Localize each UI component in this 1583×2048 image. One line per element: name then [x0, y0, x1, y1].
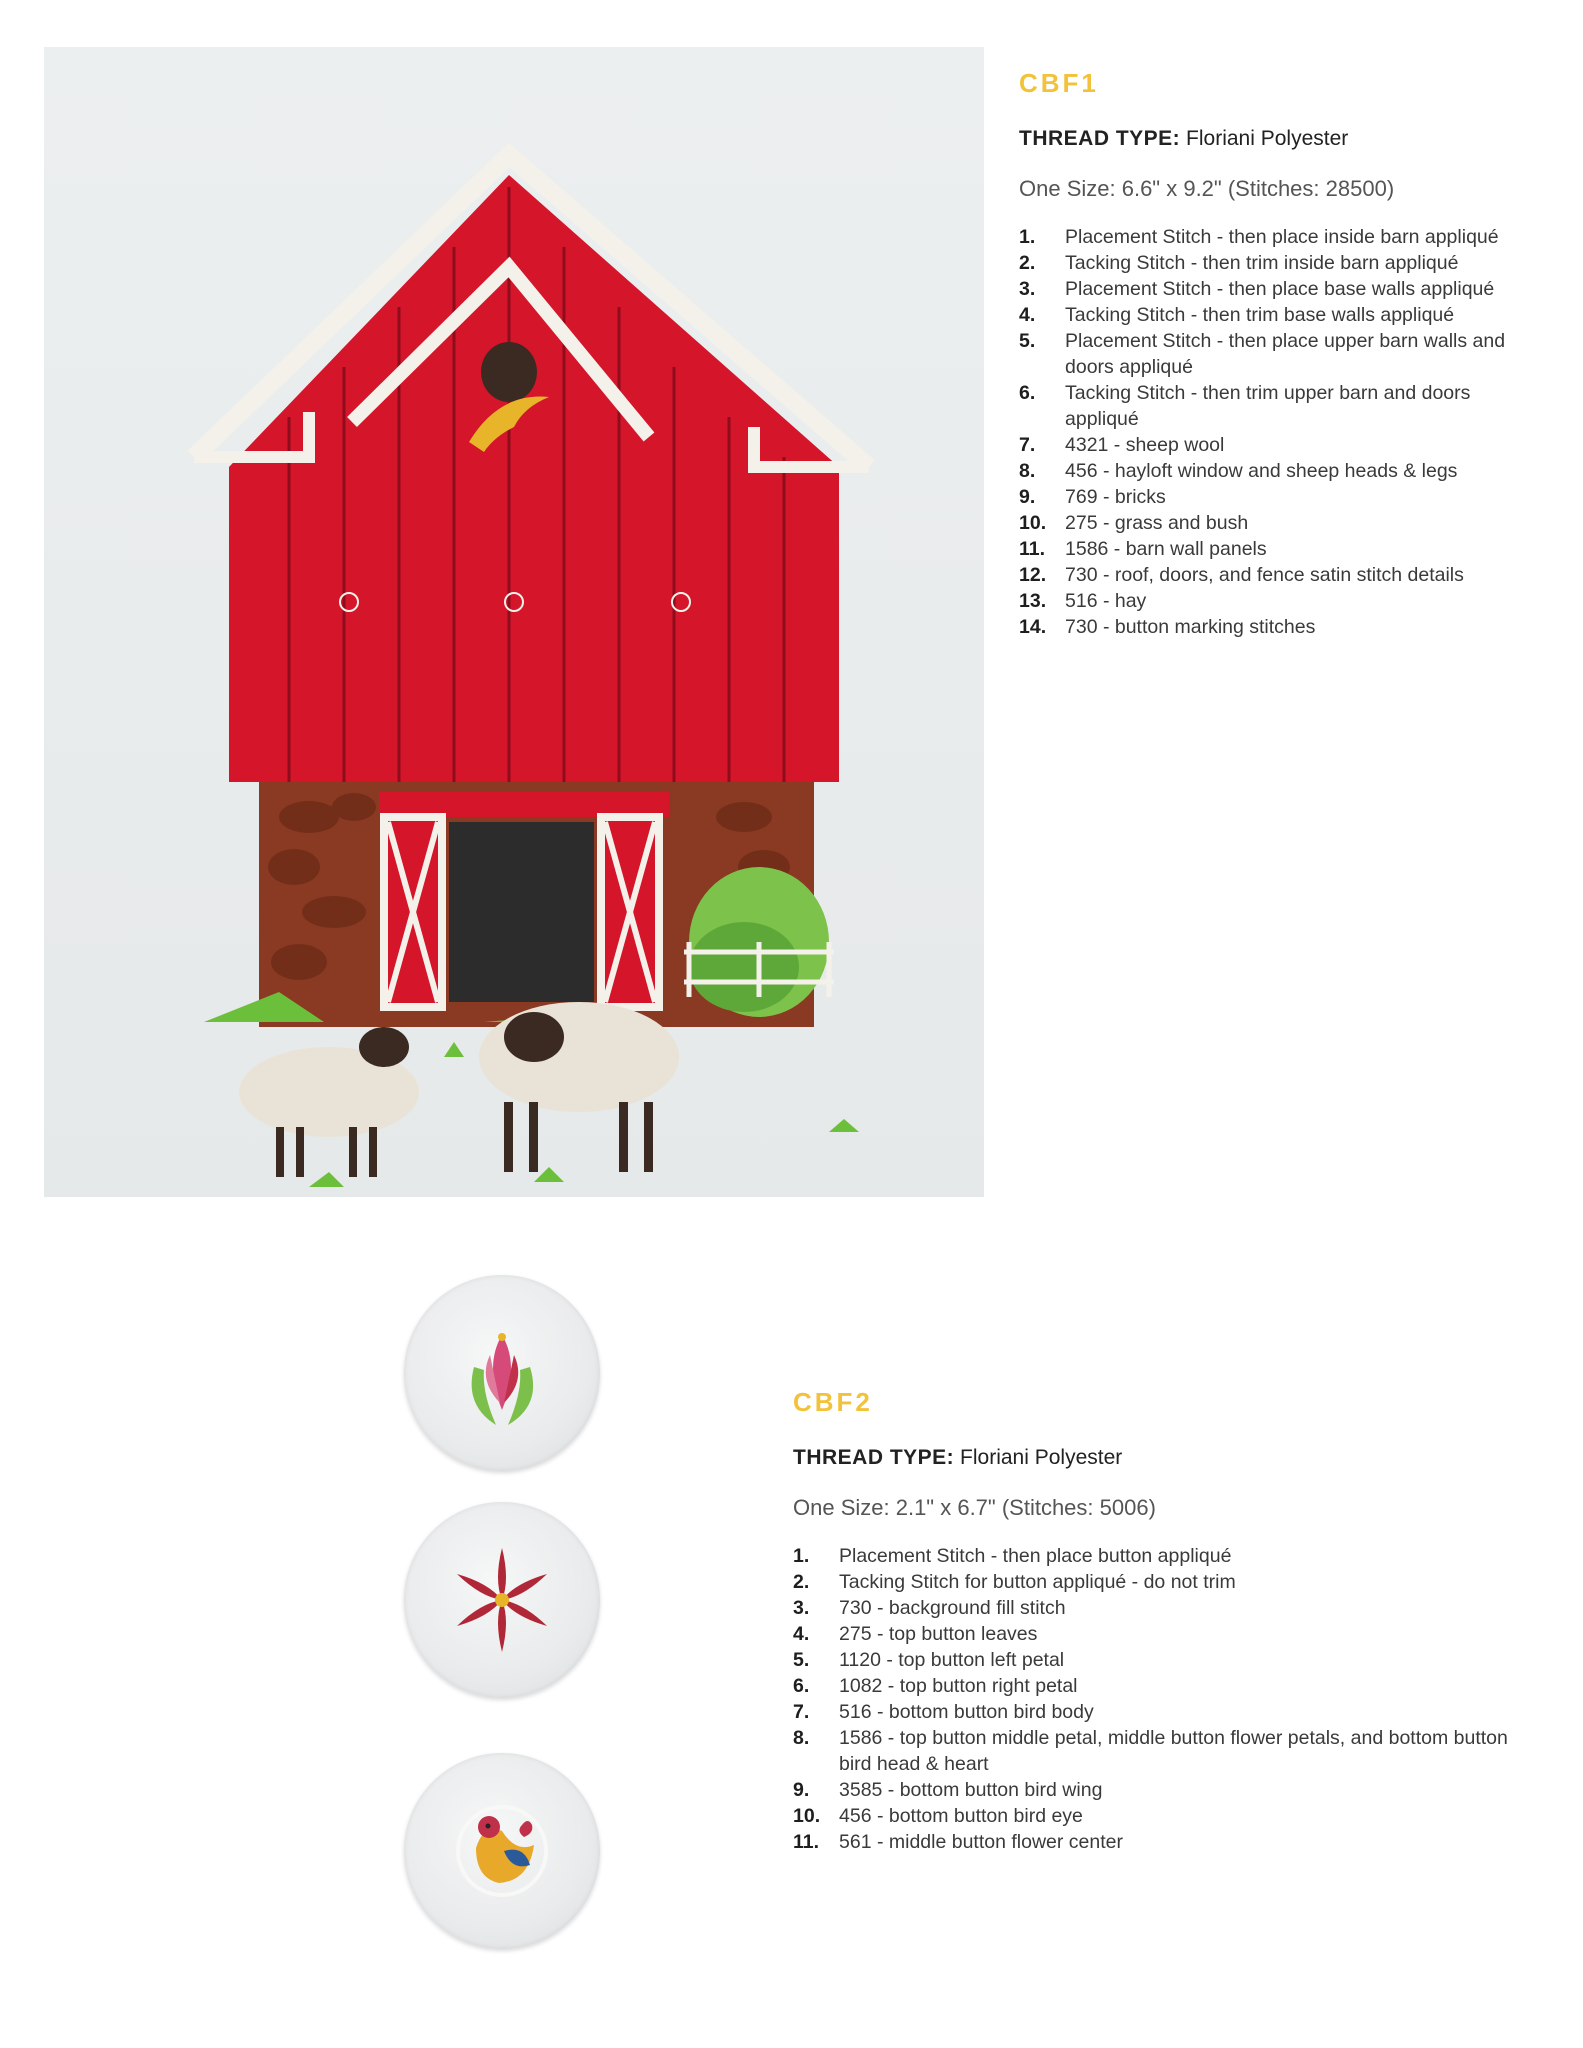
- design-code: CBF1: [1019, 68, 1099, 98]
- design-size: One Size: 6.6" x 9.2" (Stitches: 28500): [1019, 176, 1395, 201]
- step-number: 10.: [1019, 512, 1047, 534]
- stitch-step: [793, 1725, 1513, 1777]
- step-text: 730 - background fill stitch: [839, 1597, 1066, 1619]
- stitch-step: [1019, 302, 1539, 328]
- step-number: 13.: [1019, 590, 1047, 612]
- step-text: Placement Stitch - then place inside barn appliqué: [1065, 226, 1499, 248]
- step-number: 9.: [1019, 486, 1036, 508]
- thread-type-label: THREAD TYPE:: [793, 1446, 955, 1469]
- step-number: 2.: [1019, 252, 1036, 274]
- step-text: Tacking Stitch - then trim base walls appliqué: [1065, 304, 1455, 326]
- stitch-step: [1019, 588, 1539, 614]
- step-text: Placement Stitch - then place upper barn walls and doors appliqué: [1065, 330, 1506, 378]
- step-text: 730 - roof, doors, and fence satin stitch details: [1065, 564, 1464, 586]
- stitch-step: [1019, 536, 1539, 562]
- stitch-step: [1019, 328, 1539, 380]
- tulip-button-photo: [404, 1275, 600, 1471]
- step-number: 14.: [1019, 616, 1047, 638]
- step-number: 11.: [1019, 538, 1046, 560]
- stitch-step: [793, 1621, 1513, 1647]
- stitch-step: [793, 1569, 1513, 1595]
- stitch-step: [1019, 614, 1539, 640]
- thread-type: [1019, 124, 1539, 154]
- thread-type-label: THREAD TYPE:: [1019, 127, 1181, 150]
- step-text: Tacking Stitch - then trim upper barn and doors appliqué: [1065, 382, 1471, 430]
- stitch-step: [1019, 250, 1539, 276]
- step-text: 1586 - top button middle petal, middle button flower petals, and bottom button bird head & heart: [839, 1727, 1508, 1775]
- stitch-step: [1019, 276, 1539, 302]
- stitch-step: [793, 1699, 1513, 1725]
- design-cbf1-info: [1019, 66, 1539, 640]
- step-number: 11.: [793, 1831, 820, 1853]
- step-number: 1.: [1019, 226, 1036, 248]
- step-text: Tacking Stitch - then trim inside barn appliqué: [1065, 252, 1459, 274]
- stitch-step: [793, 1647, 1513, 1673]
- stitch-step: [793, 1803, 1513, 1829]
- barn-embroidery-photo: [44, 47, 984, 1197]
- step-number: 5.: [793, 1649, 810, 1671]
- stitch-step: [1019, 380, 1539, 432]
- step-text: 3585 - bottom button bird wing: [839, 1779, 1103, 1801]
- step-text: 456 - bottom button bird eye: [839, 1805, 1083, 1827]
- step-number: 5.: [1019, 330, 1036, 352]
- step-number: 3.: [793, 1597, 810, 1619]
- step-text: 1586 - barn wall panels: [1065, 538, 1267, 560]
- stitch-step: [1019, 432, 1539, 458]
- thread-type: [793, 1443, 1513, 1473]
- star-flower-button-photo: [404, 1502, 600, 1698]
- step-number: 8.: [1019, 460, 1036, 482]
- step-text: 516 - bottom button bird body: [839, 1701, 1094, 1723]
- stitch-step: [1019, 562, 1539, 588]
- stitch-step: [1019, 484, 1539, 510]
- step-text: 456 - hayloft window and sheep heads & legs: [1065, 460, 1458, 482]
- stitch-step: [793, 1543, 1513, 1569]
- stitch-step: [1019, 458, 1539, 484]
- step-number: 8.: [793, 1727, 810, 1749]
- step-number: 7.: [793, 1701, 810, 1723]
- step-text: 769 - bricks: [1065, 486, 1166, 508]
- step-number: 2.: [793, 1571, 810, 1593]
- thread-type-value: Floriani Polyester: [1186, 127, 1349, 150]
- bird-button-photo: [404, 1753, 600, 1949]
- stitch-step: [793, 1777, 1513, 1803]
- stitch-step: [1019, 510, 1539, 536]
- step-number: 1.: [793, 1545, 810, 1567]
- stitch-step: [793, 1673, 1513, 1699]
- step-text: 275 - grass and bush: [1065, 512, 1249, 534]
- step-text: Placement Stitch - then place base walls appliqué: [1065, 278, 1495, 300]
- step-number: 9.: [793, 1779, 810, 1801]
- stitch-step: [793, 1829, 1513, 1855]
- stitch-step: [1019, 224, 1539, 250]
- step-number: 4.: [1019, 304, 1036, 326]
- step-text: 516 - hay: [1065, 590, 1147, 612]
- step-text: 1120 - top button left petal: [839, 1649, 1065, 1671]
- thread-type-value: Floriani Polyester: [960, 1446, 1123, 1469]
- step-number: 12.: [1019, 564, 1047, 586]
- step-text: 1082 - top button right petal: [839, 1675, 1078, 1697]
- step-text: Tacking Stitch for button appliqué - do not trim: [839, 1571, 1236, 1593]
- step-text: 730 - button marking stitches: [1065, 616, 1316, 638]
- step-number: 6.: [793, 1675, 810, 1697]
- step-number: 4.: [793, 1623, 810, 1645]
- design-code: CBF2: [793, 1387, 873, 1417]
- step-text: 275 - top button leaves: [839, 1623, 1038, 1645]
- step-number: 3.: [1019, 278, 1036, 300]
- stitch-step: [793, 1595, 1513, 1621]
- step-number: 7.: [1019, 434, 1036, 456]
- step-text: 4321 - sheep wool: [1065, 434, 1225, 456]
- stitch-steps-list: [1019, 224, 1539, 640]
- step-text: 561 - middle button flower center: [839, 1831, 1123, 1853]
- stitch-steps-list: [793, 1543, 1513, 1855]
- step-number: 6.: [1019, 382, 1036, 404]
- step-number: 10.: [793, 1805, 821, 1827]
- design-size: One Size: 2.1" x 6.7" (Stitches: 5006): [793, 1495, 1156, 1520]
- step-text: Placement Stitch - then place button appliqué: [839, 1545, 1232, 1567]
- design-cbf2-info: [793, 1385, 1513, 1855]
